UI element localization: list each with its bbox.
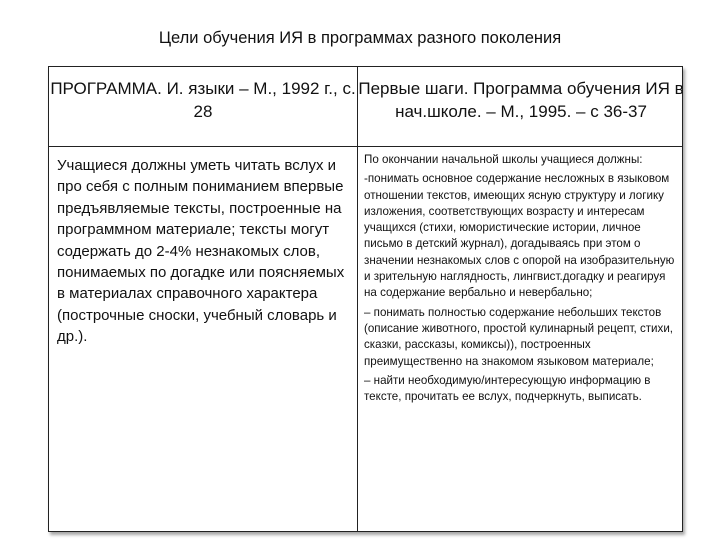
header-cell-program-1992 <box>49 67 357 147</box>
body-cell-program-1992 <box>49 147 357 348</box>
header-cell-first-steps-1995 <box>358 67 684 147</box>
reading-goals-1992-text: Учащиеся должны уметь читать вслух и про себя с полным пониманием впервые предъявляемые тексты, построенные на программном материале; тексты могут содержать до 2-4% незнакомых слов, понимаемых по догадке или поясняемых в материалах справочного характера (постpочные сноски, учебный словарь и др.). <box>57 157 345 346</box>
reading-goal-item-1: -понимать основное содержание несложных в языковом отношении текстов, имеющих ясную структуру и логику изложения, соответствующих возрасту и интересам учащихся (стихи, юмористические истории, личное письмо в детский журнал), догадываясь при этом о значении незнакомых слов с опорой на изобразительную и зрительную наглядность, лингвист.догадку и реагируя на содержание вербально и невербально; <box>364 172 675 300</box>
reading-goal-item-2: – понимать полностью содержание небольших текстов (описание животного, простой кулинарный рецепт, стихи, сказки, рассказы, комиксы)), построенных преимущественно на знакомом языковом материале; <box>364 305 674 368</box>
body-cell-first-steps-1995 <box>358 147 684 408</box>
table-header-row <box>49 67 682 147</box>
comparison-table <box>48 66 683 532</box>
header-program-1992-text: ПРОГРАММА. И. языки – М., 1992 г., с. 28 <box>50 79 356 121</box>
slide-title: Цели обучения ИЯ в программах разного поколения <box>158 29 562 47</box>
header-first-steps-1995-text: Первые шаги. Программа обучения ИЯ в нач.школе. – М., 1995. – с 36-37 <box>358 79 684 121</box>
reading-goal-item-3: – найти необходимую/интересующую информацию в тексте, прочитать ее вслух, подчеркнуть, выписать. <box>364 373 651 404</box>
reading-goals-intro: По окончании начальной школы учащиеся должны: <box>364 153 643 166</box>
